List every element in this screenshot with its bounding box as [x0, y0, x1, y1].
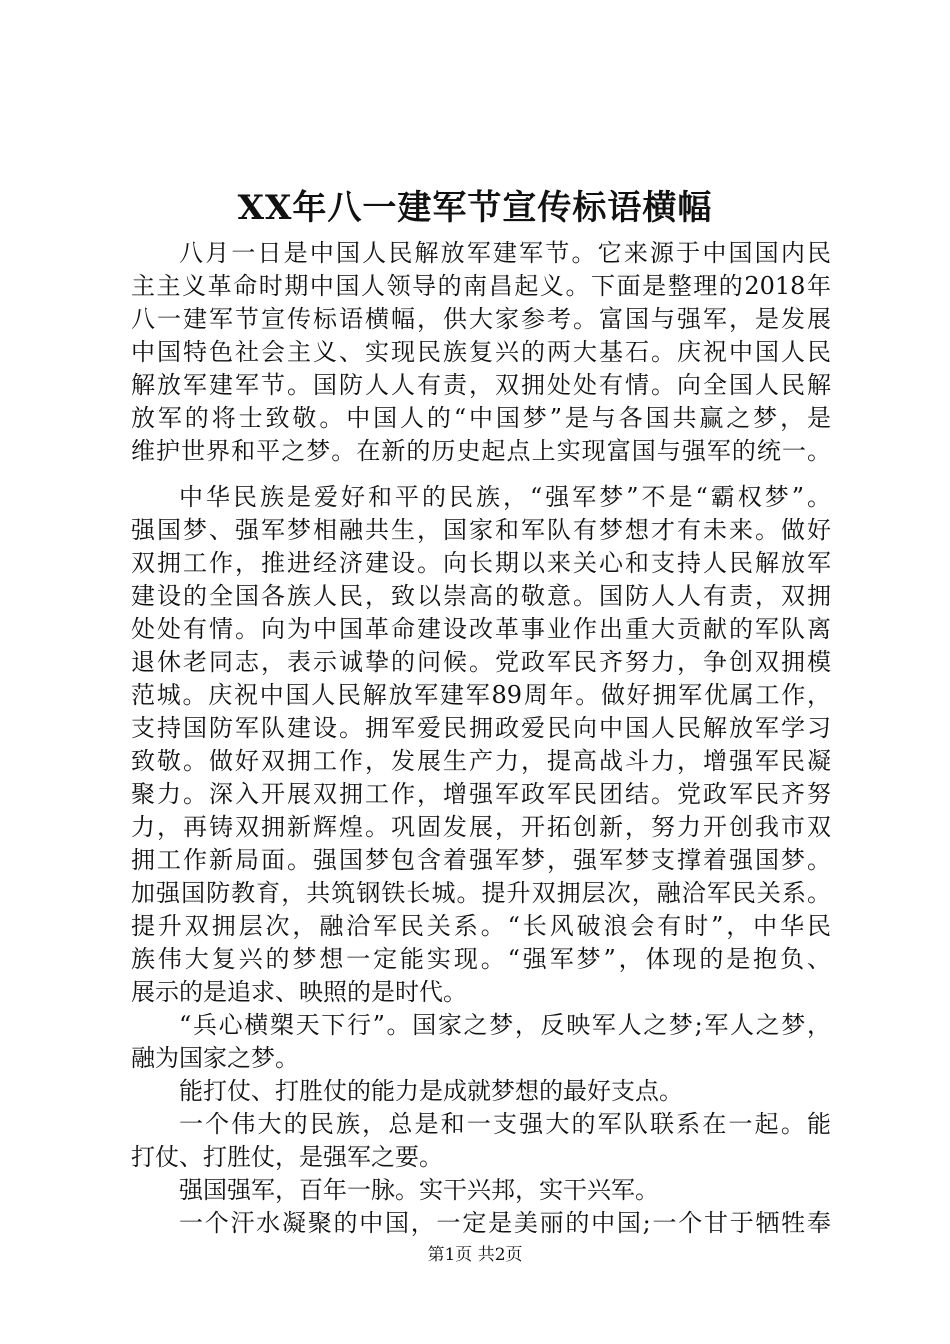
body-line: 处处有情。向为中国革命建设改革事业作出重大贡献的军队离 [131, 615, 831, 643]
body-line: 族伟大复兴的梦想一定能实现。“强军梦”，体现的是抱负、 [131, 945, 831, 973]
body-line: 建设的全国各族人民，致以崇高的敬意。国防人人有责，双拥 [131, 582, 831, 610]
body-line: “兵心横槊天下行”。国家之梦，反映军人之梦;军人之梦， [179, 1011, 831, 1039]
body-line: 退休老同志，表示诚挚的问候。党政军民齐努力，争创双拥模 [131, 648, 831, 676]
document-title: XX年八一建军节宣传标语横幅 [237, 188, 713, 228]
body-line: 强国梦、强军梦相融共生，国家和军队有梦想才有未来。做好 [131, 516, 831, 544]
body-line: 双拥工作，推进经济建设。向长期以来关心和支持人民解放军 [131, 549, 831, 577]
body-line: 强国强军，百年一脉。实干兴邦，实干兴军。 [179, 1176, 659, 1204]
body-line: 中华民族是爱好和平的民族，“强军梦”不是“霸权梦”。 [179, 483, 831, 511]
body-line: 致敬。做好双拥工作，发展生产力，提高战斗力，增强军民凝 [131, 747, 831, 775]
body-line: 中国特色社会主义、实现民族复兴的两大基石。庆祝中国人民 [131, 338, 831, 366]
body-line: 一个伟大的民族，总是和一支强大的军队联系在一起。能 [179, 1110, 831, 1138]
body-line: 八一建军节宣传标语横幅，供大家参考。富国与强军，是发展 [131, 305, 831, 333]
body-line: 加强国防教育，共筑钢铁长城。提升双拥层次，融洽军民关系。 [131, 879, 831, 907]
body-line: 力，再铸双拥新辉煌。巩固发展，开拓创新，努力开创我市双 [131, 813, 831, 841]
body-line: 能打仗、打胜仗的能力是成就梦想的最好支点。 [179, 1077, 683, 1105]
body-line: 拥工作新局面。强国梦包含着强军梦，强军梦支撑着强国梦。 [131, 846, 831, 874]
body-line: 融为国家之梦。 [131, 1044, 299, 1072]
body-line: 维护世界和平之梦。在新的历史起点上实现富国与强军的统一。 [131, 437, 831, 465]
body-line: 展示的是追求、映照的是时代。 [131, 978, 467, 1006]
body-line: 主主义革命时期中国人领导的南昌起义。下面是整理的2018年 [131, 272, 831, 300]
page-footer: 第1页 共2页 [427, 1245, 523, 1265]
body-line: 放军的将士致敬。中国人的“中国梦”是与各国共赢之梦，是 [131, 404, 831, 432]
body-line: 提升双拥层次，融洽军民关系。“长风破浪会有时”，中华民 [131, 912, 831, 940]
body-line: 八月一日是中国人民解放军建军节。它来源于中国国内民 [179, 239, 831, 267]
body-line: 范城。庆祝中国人民解放军建军89周年。做好拥军优属工作， [131, 681, 831, 709]
body-line: 支持国防军队建设。拥军爱民拥政爱民向中国人民解放军学习 [131, 714, 831, 742]
body-line: 聚力。深入开展双拥工作，增强军政军民团结。党政军民齐努 [131, 780, 831, 808]
body-line: 解放军建军节。国防人人有责，双拥处处有情。向全国人民解 [131, 371, 831, 399]
body-line: 一个汗水凝聚的中国，一定是美丽的中国;一个甘于牺牲奉 [179, 1209, 831, 1237]
body-line: 打仗、打胜仗，是强军之要。 [131, 1143, 443, 1171]
